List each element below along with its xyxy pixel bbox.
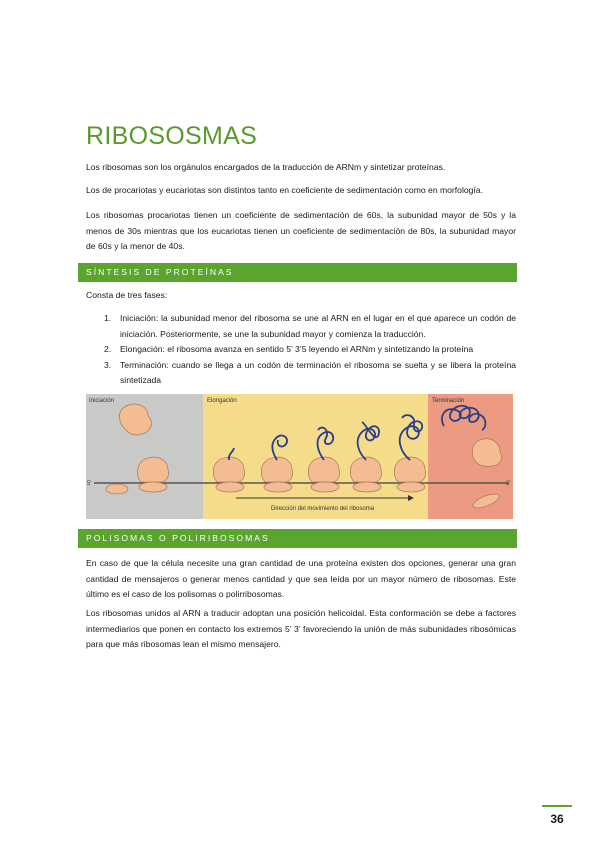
list-item bbox=[86, 311, 516, 342]
list-text: Iniciación: la subunidad menor del ribosoma se une al ARN en el lugar en el que aparece un codón de iniciación. Posteriormente, se une la subunidad mayor y comienza la traducción. bbox=[120, 313, 516, 339]
label-elongation: Elongación bbox=[207, 398, 237, 404]
phases-intro: Consta de tres fases: bbox=[86, 290, 168, 300]
page-title: RIBOSOSMAS bbox=[86, 122, 258, 150]
page-number-box bbox=[542, 805, 572, 831]
label-termination: Terminación bbox=[432, 398, 465, 404]
section-heading-protein-synthesis: SÍNTESIS DE PROTEÍNAS bbox=[78, 263, 517, 282]
translation-figure bbox=[86, 394, 513, 519]
paragraph-differences: Los de procariotas y eucariotas son distintos tanto en coeficiente de sedimentación como en morfología. bbox=[86, 185, 483, 195]
direction-caption: Dirección del movimiento del ribosoma bbox=[271, 506, 375, 512]
list-number: 1. bbox=[104, 313, 112, 323]
ribosome-initiation bbox=[137, 457, 168, 482]
phases-list bbox=[86, 311, 516, 389]
label-3-prime: 3' bbox=[506, 481, 511, 487]
elongation-panel bbox=[203, 394, 428, 519]
label-5-prime: 5' bbox=[87, 481, 92, 487]
paragraph-definition: Los ribosomas son los orgánulos encargados de la traducción de ARNm y sintetizar proteínas. bbox=[86, 162, 446, 172]
paragraph-polysomes-need: En caso de que la célula necesite una gran cantidad de una proteína existen dos opciones, generar una gran cantidad de mensajeros o generar menos cantidad y que sea leída por un mayor número de ribosomas. Este último es el caso de los polisomas o polirribosomas. bbox=[86, 558, 516, 599]
small-subunit-ribosome-1 bbox=[139, 482, 167, 492]
list-text: Terminación: cuando se llega a un codón de terminación el ribosoma se suelta y se libera la proteína sintetizada bbox=[120, 359, 516, 385]
list-item bbox=[86, 358, 516, 389]
list-number: 2. bbox=[104, 344, 112, 354]
page-number: 36 bbox=[550, 812, 564, 826]
list-item bbox=[86, 342, 516, 358]
list-text: Elongación: el ribosoma avanza en sentido 5’ 3’5 leyendo el ARNm y sintetizando la proteína bbox=[120, 344, 474, 354]
list-number: 3. bbox=[104, 359, 112, 370]
paragraph-polysomes-conformation: Los ribosomas unidos al ARN a traducir adoptan una posición helicoidal. Esta conformación se debe a factores intermediarios que ponen en contacto los extremos 5’ 3’ favoreciendo la unión de más subunidades ribosómicas para que más ribosomas lean el mismo mensajero. bbox=[86, 608, 516, 649]
section-heading-polysomes: POLISOMAS O POLIRIBOSOMAS bbox=[78, 529, 517, 548]
small-subunit-initiation bbox=[106, 484, 128, 494]
paragraph-sedimentation: Los ribosomas procariotas tienen un coeficiente de sedimentación de 60s, la subunidad mayor de 50s y la menos de 30s mientras que los eucariotas tienen un coeficiente de sedimentación de 80s, la subunidad mayor de 60s y la menor de 40s. bbox=[86, 210, 516, 251]
label-initiation: Iniciación bbox=[89, 398, 115, 404]
